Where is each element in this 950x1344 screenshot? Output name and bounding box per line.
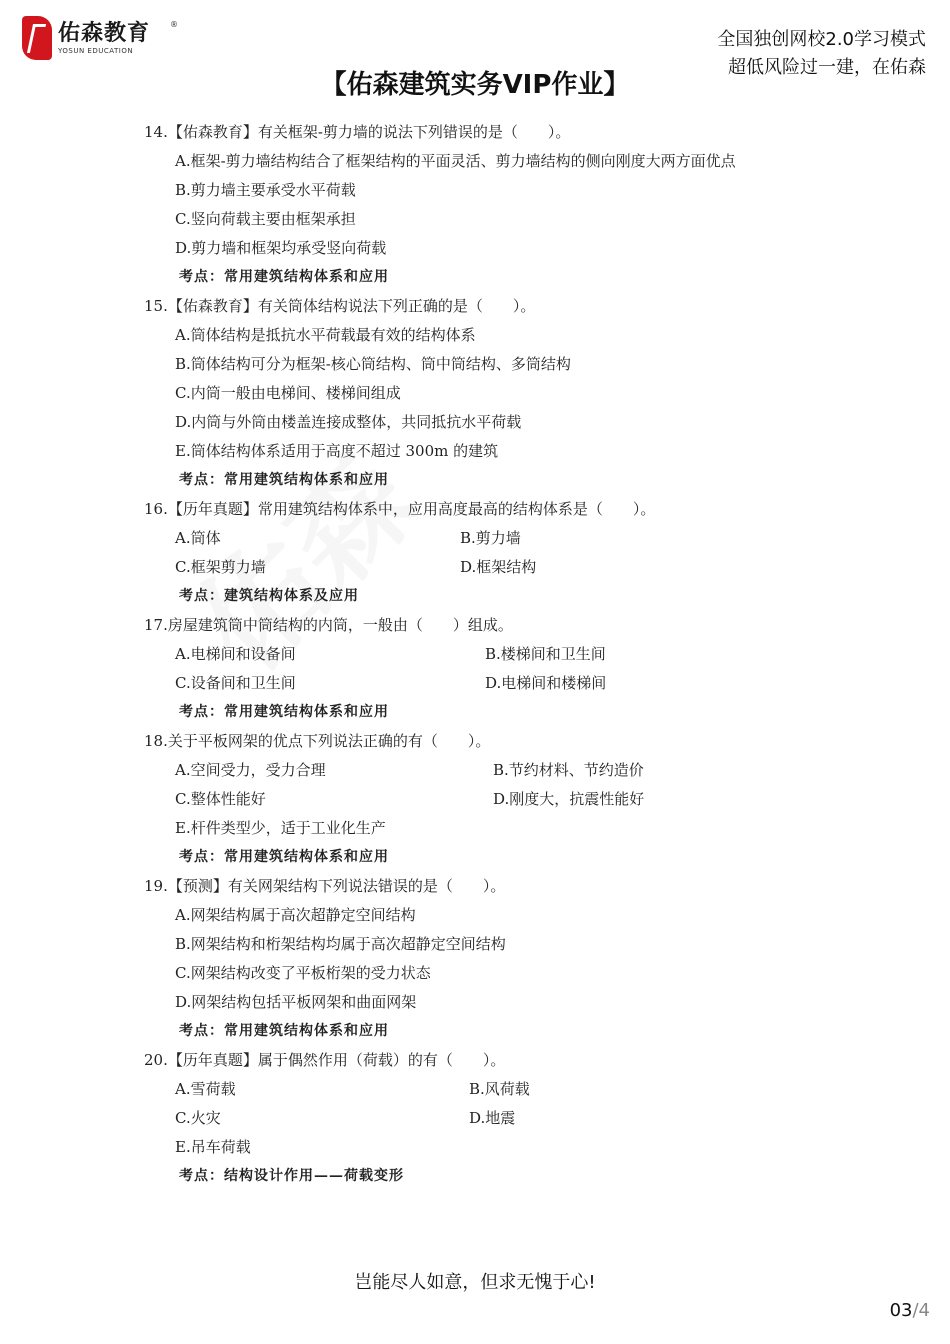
option: E.筒体结构体系适用于高度不超过 300m 的建筑 (175, 442, 499, 460)
option: A.筒体结构是抵抗水平荷载最有效的结构体系 (175, 326, 476, 344)
question-list (144, 118, 864, 1191)
question-stem: 17.房屋建筑筒中筒结构的内筒，一般由（ ）组成。 (144, 616, 513, 634)
question-stem: 16.【历年真题】常用建筑结构体系中，应用高度最高的结构体系是（ ）。 (144, 500, 656, 518)
keypoint: 考点：常用建筑结构体系和应用 (179, 704, 389, 720)
option: C.火灾 (175, 1109, 221, 1127)
option: D.电梯间和楼梯间 (485, 674, 607, 692)
tagline-line-2: 超低风险过一建，在佑森 (728, 57, 926, 78)
option: A.筒体 (175, 529, 221, 547)
page-title: 【佑森建筑实务VIP作业】 (320, 70, 630, 100)
option: D.刚度大，抗震性能好 (493, 790, 645, 808)
option: C.框架剪力墙 (175, 558, 266, 576)
option: C.竖向荷载主要由框架承担 (175, 210, 356, 228)
page-separator: / (912, 1300, 919, 1321)
option: A.雪荷载 (175, 1080, 236, 1098)
keypoint: 考点：结构设计作用——荷载变形 (179, 1168, 404, 1184)
keypoint: 考点：常用建筑结构体系和应用 (179, 269, 389, 285)
page-total: 4 (918, 1300, 930, 1321)
option: C.内筒一般由电梯间、楼梯间组成 (175, 384, 401, 402)
option: C.整体性能好 (175, 790, 266, 808)
option: B.筒体结构可分为框架-核心筒结构、筒中筒结构、多筒结构 (175, 355, 571, 373)
keypoint: 考点：常用建筑结构体系和应用 (179, 849, 389, 865)
logo (22, 16, 178, 60)
question-stem: 18.关于平板网架的优点下列说法正确的有（ ）。 (144, 732, 491, 750)
page-number (890, 1300, 930, 1321)
keypoint: 考点：建筑结构体系及应用 (179, 588, 359, 604)
option-row (144, 553, 864, 582)
question-stem: 20.【历年真题】属于偶然作用（荷载）的有（ ）。 (144, 1051, 506, 1069)
option: C.网架结构改变了平板桁架的受力状态 (175, 964, 431, 982)
option-row (144, 756, 864, 785)
page-current: 03 (889, 1300, 913, 1321)
logo-mark-icon (22, 16, 52, 60)
keypoint: 考点：常用建筑结构体系和应用 (179, 472, 389, 488)
option: A.电梯间和设备间 (175, 645, 296, 663)
option: A.网架结构属于高次超静定空间结构 (175, 906, 416, 924)
option: A.空间受力，受力合理 (175, 761, 326, 779)
option: B.网架结构和桁架结构均属于高次超静定空间结构 (175, 935, 506, 953)
option: B.风荷载 (469, 1080, 530, 1098)
question-stem: 14.【佑森教育】有关框架-剪力墙的说法下列错误的是（ ）。 (144, 123, 571, 141)
option: B.楼梯间和卫生间 (485, 645, 606, 663)
option: D.剪力墙和框架均承受竖向荷载 (175, 239, 387, 257)
option-row (144, 1075, 864, 1104)
option: B.剪力墙主要承受水平荷载 (175, 181, 356, 199)
option: D.框架结构 (460, 558, 537, 576)
option-row (144, 1104, 864, 1133)
option-row (144, 785, 864, 814)
option: E.杆件类型少，适于工业化生产 (175, 819, 386, 837)
option-row (144, 669, 864, 698)
option-row (144, 524, 864, 553)
option-row (144, 640, 864, 669)
option: D.内筒与外筒由楼盖连接成整体，共同抵抗水平荷载 (175, 413, 522, 431)
logo-sub: YOSUN EDUCATION (58, 47, 134, 55)
option: B.节约材料、节约造价 (493, 761, 644, 779)
option: D.地震 (469, 1109, 516, 1127)
registered-mark: ® (170, 20, 178, 29)
tagline-line-1: 全国独创网校2.0学习模式 (717, 29, 926, 50)
footer-quote: 岂能尽人如意，但求无愧于心! (354, 1272, 596, 1293)
option: B.剪力墙 (460, 529, 521, 547)
option: E.吊车荷载 (175, 1138, 251, 1156)
option: C.设备间和卫生间 (175, 674, 296, 692)
keypoint: 考点：常用建筑结构体系和应用 (179, 1023, 389, 1039)
option: D.网架结构包括平板网架和曲面网架 (175, 993, 417, 1011)
question-stem: 19.【预测】有关网架结构下列说法错误的是（ ）。 (144, 877, 506, 895)
question-stem: 15.【佑森教育】有关筒体结构说法下列正确的是（ ）。 (144, 297, 536, 315)
option: A.框架-剪力墙结构结合了框架结构的平面灵活、剪力墙结构的侧向刚度大两方面优点 (175, 152, 736, 170)
logo-name: 佑森教育 (58, 21, 151, 46)
